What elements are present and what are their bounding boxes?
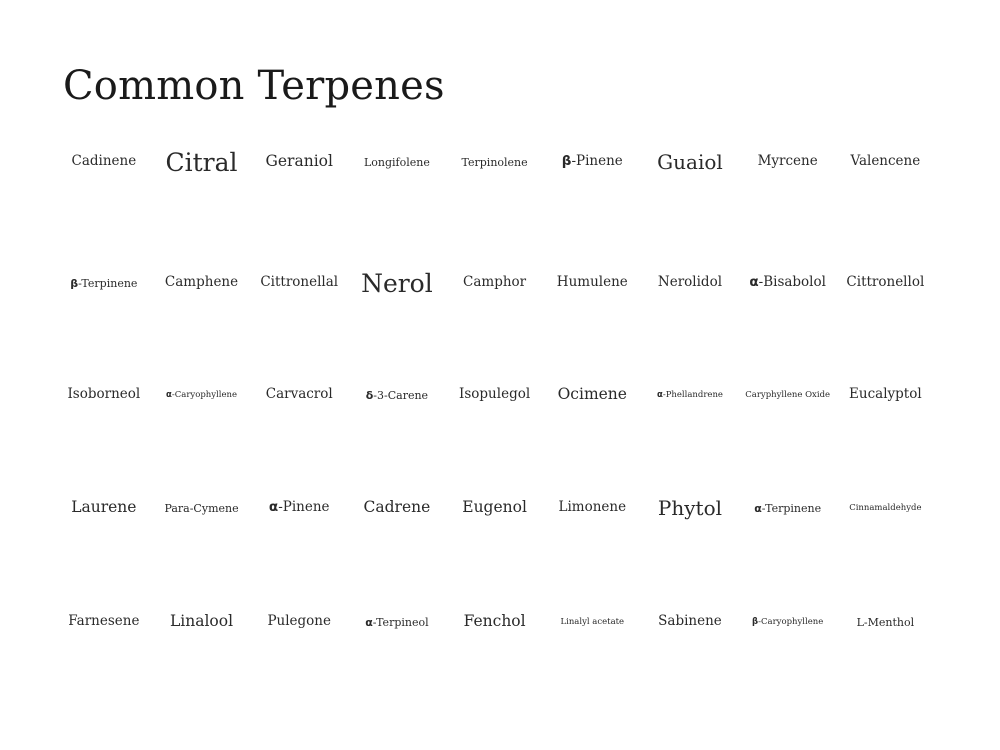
terpene-name [55, 263, 153, 303]
terpene-label: Linalool [170, 612, 234, 631]
terpene-label: Cittronellol [846, 274, 925, 291]
terpene-name [348, 602, 446, 642]
terpene-label: Fenchol [463, 612, 526, 631]
terpene-label: Guaiol [657, 150, 723, 174]
terpene-label: Cittronellal [260, 274, 339, 291]
terpene-name [641, 375, 739, 415]
terpene-label: Para-Cymene [164, 501, 239, 515]
terpene-name [250, 602, 348, 642]
terpene-name [641, 263, 739, 303]
terpene-name [641, 142, 739, 182]
terpene-name [837, 602, 935, 642]
terpene-label: Valencene [850, 153, 921, 170]
terpene-row [55, 488, 935, 528]
terpene-name [348, 263, 446, 303]
terpene-label: Cadinene [71, 153, 137, 170]
terpene-label: Caryphyllene Oxide [745, 389, 831, 400]
terpene-name [739, 263, 837, 303]
terpene-row [55, 142, 935, 182]
terpene-name [837, 375, 935, 415]
terpene-label: Isoborneol [67, 386, 141, 403]
terpene-name [446, 488, 544, 528]
terpene-label: Sabinene [658, 613, 722, 630]
terpene-name [250, 375, 348, 415]
terpene-label: Eucalyptol [849, 386, 922, 403]
terpene-label: α-Pinene [268, 499, 330, 516]
terpene-name [153, 263, 251, 303]
terpene-label: Eugenol [462, 498, 527, 517]
terpene-name [55, 602, 153, 642]
terpene-name [250, 142, 348, 182]
terpene-label: Myrcene [757, 153, 818, 170]
terpene-label: Pulegone [267, 613, 331, 630]
terpene-name [446, 263, 544, 303]
terpene-name [153, 375, 251, 415]
terpene-label: Camphor [463, 274, 527, 291]
terpene-name [543, 602, 641, 642]
terpene-label: Limonene [558, 499, 627, 516]
terpene-label: Nerol [361, 268, 433, 298]
terpene-name [348, 375, 446, 415]
terpene-name [543, 142, 641, 182]
terpene-label: Carvacrol [265, 386, 333, 403]
terpene-label: β-Caryophyllene [752, 616, 824, 627]
terpene-label: α-Terpinene [754, 501, 822, 515]
terpene-label: Linalyl acetate [560, 616, 625, 627]
terpene-name [55, 375, 153, 415]
terpene-word-grid [55, 0, 935, 750]
terpene-name [641, 602, 739, 642]
terpene-name [837, 263, 935, 303]
terpene-label: Camphene [164, 274, 239, 291]
terpene-label: Ocimene [557, 385, 627, 404]
terpene-label: α-Terpineol [365, 615, 429, 629]
terpene-label: α-Caryophyllene [166, 389, 238, 400]
terpene-label: Isopulegol [459, 386, 531, 403]
terpene-label: β-Pinene [561, 153, 623, 170]
terpene-label: Geraniol [265, 152, 333, 171]
terpene-name [153, 602, 251, 642]
terpene-name [739, 142, 837, 182]
terpene-label: Farnesene [68, 613, 140, 630]
terpene-label: Citral [165, 147, 238, 177]
terpene-name [446, 375, 544, 415]
page-title: Common Terpenes [63, 63, 445, 109]
terpene-name [250, 263, 348, 303]
terpene-name [837, 488, 935, 528]
terpene-name [543, 375, 641, 415]
terpene-label: α-Phellandrene [656, 389, 723, 400]
terpene-name [55, 142, 153, 182]
terpene-label: α-Bisabolol [749, 274, 826, 291]
terpene-name [153, 142, 251, 182]
terpene-name [739, 488, 837, 528]
terpene-row [55, 375, 935, 415]
terpene-label: Cadrene [363, 498, 431, 517]
terpene-label: Cinnamaldehyde [849, 502, 922, 513]
terpene-name [739, 602, 837, 642]
terpene-label: Phytol [657, 496, 723, 520]
terpene-name [837, 142, 935, 182]
terpene-label: Humulene [556, 274, 628, 291]
terpene-label: δ-3-Carene [365, 388, 429, 402]
terpene-name [543, 263, 641, 303]
terpene-name [348, 488, 446, 528]
terpene-name [55, 488, 153, 528]
terpene-label: Terpinolene [461, 155, 528, 169]
terpene-name [250, 488, 348, 528]
terpene-name [446, 602, 544, 642]
terpene-label: L-Menthol [856, 615, 915, 629]
terpene-label: Laurene [71, 498, 137, 517]
terpene-name [739, 375, 837, 415]
terpene-name [543, 488, 641, 528]
terpene-name [348, 142, 446, 182]
terpene-label: β-Terpinene [70, 276, 138, 290]
terpene-row [55, 263, 935, 303]
terpene-label: Nerolidol [657, 274, 723, 291]
terpene-name [446, 142, 544, 182]
terpene-row [55, 602, 935, 642]
terpene-label: Longifolene [363, 155, 430, 169]
terpene-name [641, 488, 739, 528]
terpene-name [153, 488, 251, 528]
